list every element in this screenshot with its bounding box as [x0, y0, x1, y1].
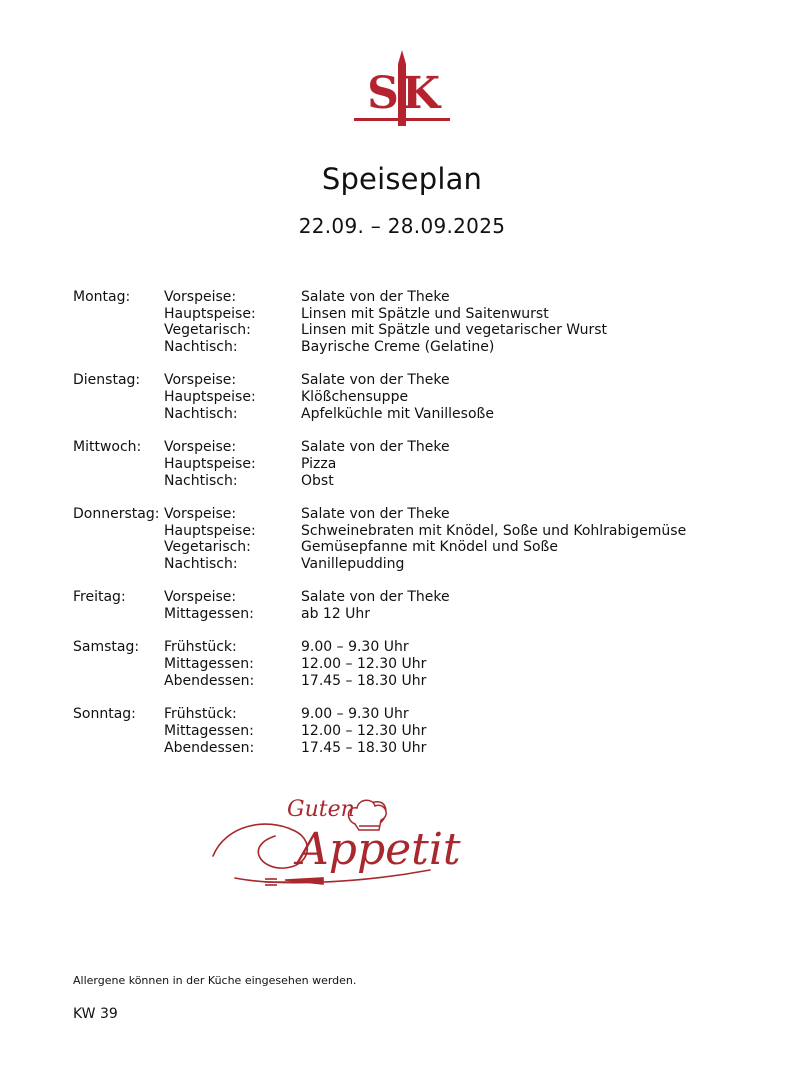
dish-text: Schweinebraten mit Knödel, Soße und Kohlrabigemüse: [301, 522, 687, 539]
course-label: Vorspeise:: [164, 505, 237, 522]
menu-row: [73, 439, 753, 456]
dish-text: Gemüsepfanne mit Knödel und Soße: [301, 539, 558, 556]
day-name: Dienstag:: [73, 372, 141, 389]
course-label: Vegetarisch:: [164, 539, 251, 556]
course-label: Vorspeise:: [164, 439, 237, 456]
sk-logo: [352, 48, 452, 130]
day-block: [73, 506, 753, 573]
fork-knife-icon: [265, 878, 323, 885]
course-label: Nachtisch:: [164, 472, 238, 489]
day-name: [73, 723, 164, 740]
day-name: Freitag:: [73, 589, 126, 606]
dish-text: Salate von der Theke: [301, 439, 450, 456]
dish-text: Salate von der Theke: [301, 372, 450, 389]
day-name: [73, 606, 164, 623]
dish-text: Pizza: [301, 455, 337, 472]
day-name: [73, 406, 164, 423]
date-range: 22.09. – 28.09.2025: [298, 214, 506, 238]
weekly-menu: [73, 289, 753, 773]
menu-row: [73, 506, 753, 523]
menu-row: [73, 639, 753, 656]
day-block: [73, 589, 753, 622]
menu-row: [73, 306, 753, 323]
dish-text: 17.45 – 18.30 Uhr: [301, 739, 427, 756]
course-label: Vorspeise:: [164, 372, 237, 389]
course-label: Abendessen:: [164, 672, 255, 689]
dish-text: 12.00 – 12.30 Uhr: [301, 656, 427, 673]
menu-row: [73, 539, 753, 556]
dish-text: Salate von der Theke: [301, 505, 450, 522]
menu-row: [73, 523, 753, 540]
menu-row: [73, 723, 753, 740]
menu-row: [73, 389, 753, 406]
dish-text: 9.00 – 9.30 Uhr: [301, 639, 409, 656]
course-label: Frühstück:: [164, 639, 237, 656]
day-block: [73, 372, 753, 422]
day-name: [73, 389, 164, 406]
day-name: [73, 556, 164, 573]
course-label: Vorspeise:: [164, 289, 237, 305]
course-label: Vegetarisch:: [164, 322, 251, 339]
course-label: Frühstück:: [164, 706, 237, 723]
menu-row: [73, 289, 753, 306]
dish-text: 17.45 – 18.30 Uhr: [301, 672, 427, 689]
course-label: Abendessen:: [164, 739, 255, 756]
dish-text: Linsen mit Spätzle und vegetarischer Wurst: [301, 322, 608, 339]
logo-letter-k: K: [401, 68, 441, 119]
menu-row: [73, 322, 753, 339]
day-block: [73, 639, 753, 689]
menu-row: [73, 656, 753, 673]
course-label: Mittagessen:: [164, 606, 254, 623]
day-name: [73, 306, 164, 323]
day-name: [73, 322, 164, 339]
dish-text: Vanillepudding: [301, 556, 405, 572]
guten-appetit-logo: [205, 786, 461, 896]
day-name: Montag:: [73, 289, 131, 305]
menu-row: [73, 740, 753, 757]
logo-letter-s: S: [367, 68, 399, 119]
day-name: Mittwoch:: [73, 439, 142, 456]
appetit-text: Appetit: [297, 824, 461, 875]
day-name: Sonntag:: [73, 706, 136, 723]
swirl-left: [213, 824, 307, 868]
dish-text: Bayrische Creme (Gelatine): [301, 339, 495, 356]
day-block: [73, 706, 753, 756]
menu-row: [73, 456, 753, 473]
day-name: [73, 740, 164, 757]
dish-text: 9.00 – 9.30 Uhr: [301, 706, 409, 723]
menu-row: [73, 473, 753, 490]
menu-row: [73, 556, 753, 573]
day-name: [73, 673, 164, 690]
menu-row: [73, 372, 753, 389]
course-label: Nachtisch:: [164, 339, 238, 356]
course-label: Hauptspeise:: [164, 455, 256, 472]
week-number: KW 39: [73, 1006, 118, 1022]
menu-row: [73, 589, 753, 606]
dish-text: Linsen mit Spätzle und Saitenwurst: [301, 305, 549, 322]
course-label: Mittagessen:: [164, 722, 254, 739]
dish-text: Salate von der Theke: [301, 289, 450, 305]
course-label: Nachtisch:: [164, 405, 238, 422]
day-name: Donnerstag:: [73, 505, 160, 522]
day-name: [73, 339, 164, 356]
dish-text: Salate von der Theke: [301, 589, 450, 606]
dish-text: Apfelküchle mit Vanillesoße: [301, 405, 494, 422]
dish-text: ab 12 Uhr: [301, 606, 371, 623]
course-label: Mittagessen:: [164, 656, 254, 673]
dish-text: Obst: [301, 472, 334, 489]
allergen-note: Allergene können in der Küche eingesehen werden.: [73, 974, 357, 987]
dish-text: Klößchensuppe: [301, 389, 409, 406]
menu-row: [73, 673, 753, 690]
day-name: [73, 523, 164, 540]
day-name: [73, 539, 164, 556]
menu-row: [73, 606, 753, 623]
guten-text: Guten: [287, 797, 355, 822]
course-label: Vorspeise:: [164, 589, 237, 606]
course-label: Hauptspeise:: [164, 305, 256, 322]
page-title: Speiseplan: [321, 162, 483, 196]
day-name: Samstag:: [73, 639, 140, 656]
day-name: [73, 656, 164, 673]
dish-text: 12.00 – 12.30 Uhr: [301, 722, 427, 739]
day-name: [73, 473, 164, 490]
logo-spire: [398, 50, 406, 64]
day-name: [73, 456, 164, 473]
day-block: [73, 289, 753, 356]
menu-row: [73, 706, 753, 723]
course-label: Hauptspeise:: [164, 389, 256, 406]
day-block: [73, 439, 753, 489]
menu-row: [73, 339, 753, 356]
course-label: Nachtisch:: [164, 556, 238, 572]
course-label: Hauptspeise:: [164, 522, 256, 539]
menu-row: [73, 406, 753, 423]
